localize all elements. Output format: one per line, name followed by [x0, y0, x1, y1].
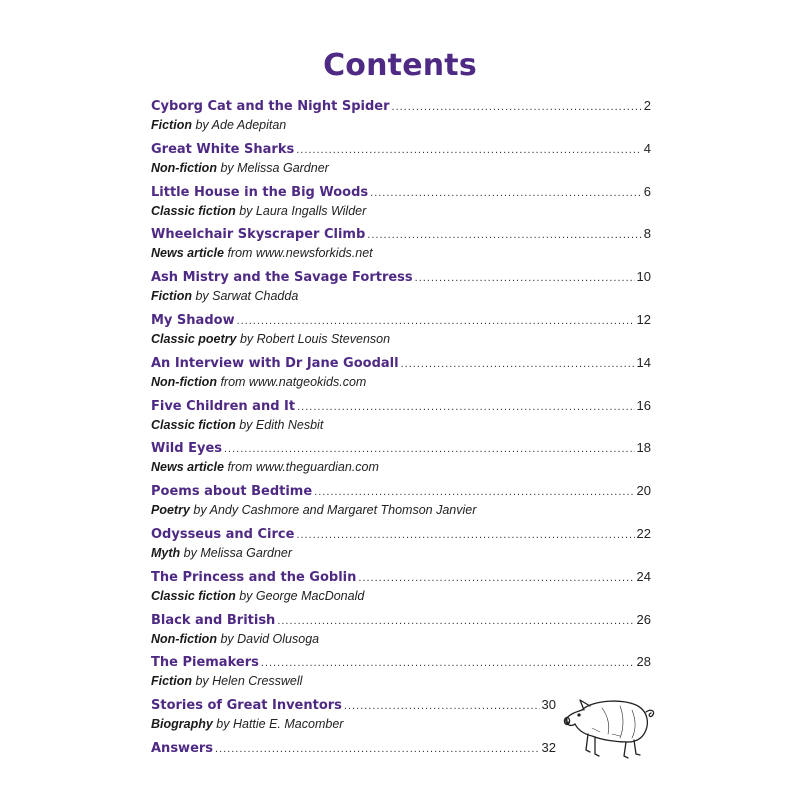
entry-title: Answers	[151, 740, 214, 756]
toc-entry[interactable]	[151, 354, 651, 397]
dot-leader	[401, 356, 635, 373]
entry-author: by Robert Louis Stevenson	[239, 331, 391, 346]
entry-title: The Princess and the Goblin	[151, 569, 357, 585]
entry-genre: Myth	[151, 545, 181, 560]
entry-title: Little House in the Big Woods	[151, 184, 369, 200]
entry-page-number: 26	[636, 611, 651, 627]
entry-page-number: 12	[636, 311, 651, 327]
dot-leader	[237, 313, 635, 330]
dot-leader	[358, 570, 634, 587]
entry-page-number: 22	[636, 525, 651, 541]
entry-page-number: 18	[636, 440, 651, 456]
entry-page-number: 10	[636, 269, 651, 285]
entry-page-number: 8	[643, 226, 651, 242]
toc-entry[interactable]	[151, 397, 651, 440]
entry-title: An Interview with Dr Jane Goodall	[151, 355, 399, 371]
entry-genre: Non-fiction	[151, 631, 217, 646]
dot-leader	[392, 99, 642, 116]
dot-leader	[261, 655, 635, 672]
entry-title: Ash Mistry and the Savage Fortress	[151, 270, 413, 286]
entry-genre: Classic fiction	[151, 203, 236, 218]
entry-genre: News article	[151, 460, 224, 475]
dot-leader	[415, 270, 635, 287]
entry-author: from www.newsforkids.net	[227, 246, 373, 261]
dot-leader	[277, 613, 634, 630]
toc-entry[interactable]	[151, 97, 651, 140]
entry-author: by Andy Cashmore and Margaret Thomson Janvier	[193, 503, 477, 518]
entry-genre: Non-fiction	[151, 374, 217, 389]
pig-icon	[562, 688, 658, 764]
toc-entry[interactable]	[151, 268, 651, 311]
dot-leader	[224, 441, 635, 458]
entry-title: Wild Eyes	[151, 441, 222, 457]
entry-genre: Poetry	[151, 503, 190, 518]
entry-genre: Biography	[151, 717, 213, 732]
entry-page-number: 32	[541, 739, 556, 755]
dot-leader	[215, 741, 540, 758]
entry-genre: Fiction	[151, 118, 192, 132]
entry-author: by Laura Ingalls Wilder	[239, 203, 367, 218]
entry-title: Five Children and It	[151, 398, 296, 414]
entry-title: Great White Sharks	[151, 141, 295, 157]
dot-leader	[344, 698, 540, 715]
entry-title: Stories of Great Inventors	[151, 698, 342, 714]
entry-author: by David Olusoga	[220, 631, 320, 646]
entry-author: by George MacDonald	[239, 588, 365, 603]
toc-entry[interactable]	[151, 225, 651, 268]
dot-leader	[297, 399, 634, 416]
entry-title: Cyborg Cat and the Night Spider	[151, 99, 390, 114]
entry-page-number: 2	[643, 98, 651, 113]
entry-author: by Sarwat Chadda	[195, 289, 299, 304]
entry-author: by Hattie E. Macomber	[216, 717, 344, 732]
entry-author: from www.theguardian.com	[227, 460, 379, 475]
dot-leader	[370, 185, 642, 202]
contents-list	[151, 97, 651, 782]
entry-page-number: 20	[636, 483, 651, 499]
entry-page-number: 6	[643, 183, 651, 199]
toc-entry[interactable]	[151, 140, 651, 183]
toc-entry[interactable]	[151, 568, 651, 611]
toc-entry[interactable]	[151, 311, 651, 354]
entry-author: by Melissa Gardner	[183, 545, 293, 560]
entry-author: from www.natgeokids.com	[220, 374, 367, 389]
dot-leader	[314, 484, 634, 501]
page-title: Contents	[323, 48, 477, 83]
toc-entry[interactable]	[151, 525, 651, 568]
entry-title: My Shadow	[151, 312, 235, 328]
entry-page-number: 28	[636, 654, 651, 670]
entry-genre: Classic fiction	[151, 588, 236, 603]
entry-genre: News article	[151, 246, 224, 261]
entry-title: Black and British	[151, 612, 276, 628]
dot-leader	[296, 527, 634, 544]
entry-genre: Classic fiction	[151, 417, 236, 432]
entry-title: Poems about Bedtime	[151, 484, 313, 500]
entry-author: by Melissa Gardner	[220, 160, 329, 175]
dot-leader	[296, 142, 642, 159]
toc-entry[interactable]	[151, 482, 651, 525]
entry-title: The Piemakers	[151, 655, 259, 671]
entry-genre: Fiction	[151, 289, 192, 304]
entry-genre: Non-fiction	[151, 160, 217, 175]
toc-entry[interactable]	[151, 439, 651, 482]
entry-page-number: 30	[541, 697, 556, 713]
entry-page-number: 4	[643, 140, 651, 156]
entry-page-number: 14	[636, 354, 651, 370]
entry-author: by Helen Cresswell	[195, 674, 303, 689]
entry-page-number: 16	[636, 397, 651, 413]
entry-genre: Fiction	[151, 674, 192, 689]
entry-author: by Edith Nesbit	[239, 417, 324, 432]
toc-entry[interactable]	[151, 183, 651, 226]
entry-genre: Classic poetry	[151, 331, 237, 346]
toc-entry[interactable]	[151, 611, 651, 654]
entry-author: by Ade Adepitan	[195, 118, 287, 132]
entry-title: Odysseus and Circe	[151, 526, 295, 542]
dot-leader	[367, 227, 641, 244]
entry-title: Wheelchair Skyscraper Climb	[151, 227, 366, 243]
entry-page-number: 24	[636, 568, 651, 584]
